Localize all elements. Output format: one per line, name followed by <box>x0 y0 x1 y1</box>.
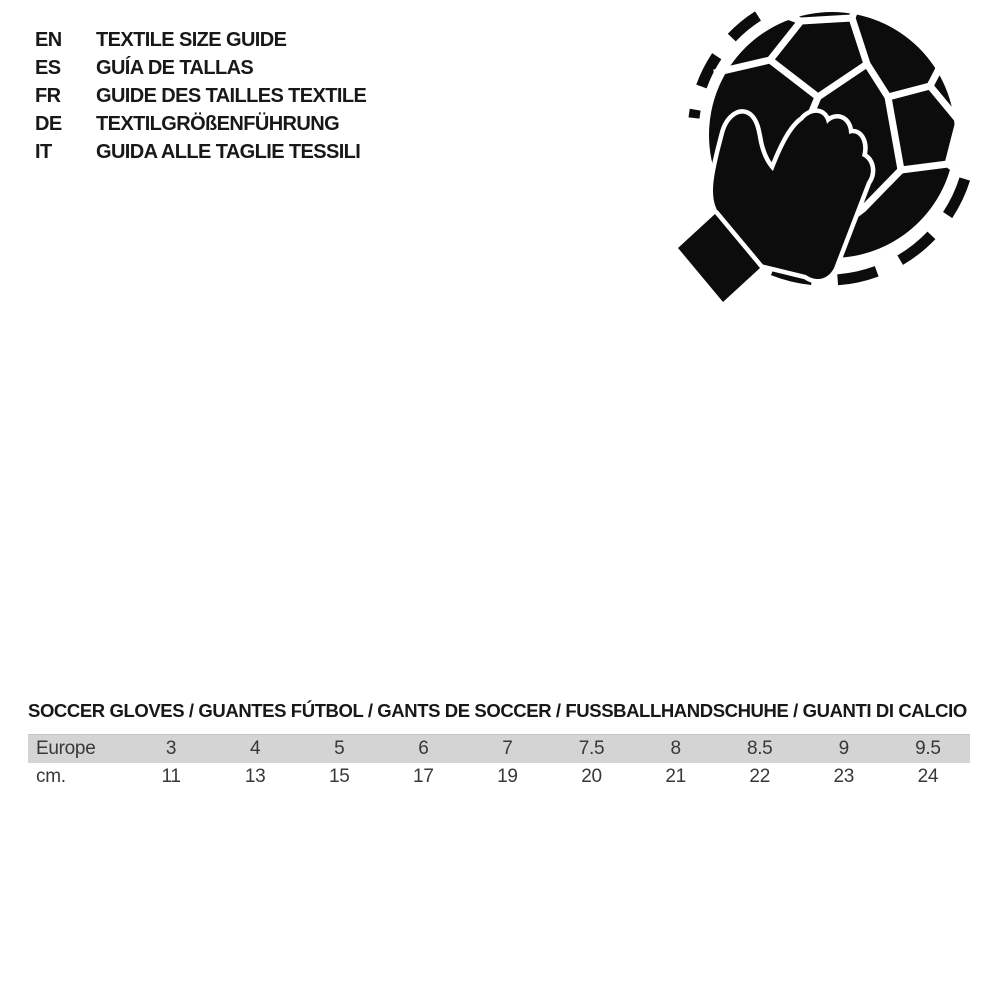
size-table-row-europe <box>28 735 970 763</box>
language-row <box>35 82 366 110</box>
language-label: GUIDE DES TAILLES TEXTILE <box>96 84 367 107</box>
size-value: 8.5 <box>718 735 802 763</box>
size-value: 8 <box>634 735 718 763</box>
cm-value: 21 <box>665 765 686 787</box>
glove-ball-svg <box>658 0 992 322</box>
cm-value: 17 <box>413 765 434 787</box>
language-label: GUIDA ALLE TAGLIE TESSILI <box>96 140 361 163</box>
language-label: TEXTILGRÖßENFÜHRUNG <box>96 112 340 135</box>
language-row <box>35 26 366 54</box>
size-table <box>28 734 970 791</box>
cm-value: 19 <box>497 765 518 787</box>
size-value: 7 <box>465 735 549 763</box>
cm-value: 23 <box>833 765 855 787</box>
goalkeeper-glove-soccer-ball-icon <box>658 0 992 322</box>
size-guide-section <box>28 700 970 791</box>
language-code: ES <box>35 56 61 79</box>
language-code: DE <box>35 112 62 135</box>
language-label: TEXTILE SIZE GUIDE <box>96 28 287 51</box>
language-code: IT <box>35 140 52 163</box>
cm-value: 22 <box>749 765 770 787</box>
size-value: 5 <box>297 735 381 763</box>
size-value: 3 <box>129 735 213 763</box>
language-code: EN <box>35 28 62 51</box>
size-value: 7.5 <box>549 735 633 763</box>
language-row <box>35 138 366 166</box>
cm-value: 15 <box>328 765 350 787</box>
cm-value: 13 <box>244 765 266 787</box>
size-value: 9.5 <box>886 735 970 763</box>
size-table-row-cm <box>28 763 970 791</box>
cm-value: 20 <box>581 765 602 787</box>
language-code: FR <box>35 84 61 107</box>
cm-value: 24 <box>917 765 939 787</box>
size-value: 6 <box>381 735 465 763</box>
language-row <box>35 54 366 82</box>
row-label: Europe <box>28 735 129 763</box>
language-row <box>35 110 366 138</box>
language-index <box>35 26 366 166</box>
size-table-title: SOCCER GLOVES / GUANTES FÚTBOL / GANTS DE SOCCER / FUSSBALLHANDSCHUHE / GUANTI DI CALCIO <box>28 700 967 721</box>
cm-value: 11 <box>161 765 181 787</box>
size-value: 4 <box>213 735 297 763</box>
size-value: 9 <box>802 735 886 763</box>
language-label: GUÍA DE TALLAS <box>96 56 254 79</box>
row-label: cm. <box>36 765 66 787</box>
